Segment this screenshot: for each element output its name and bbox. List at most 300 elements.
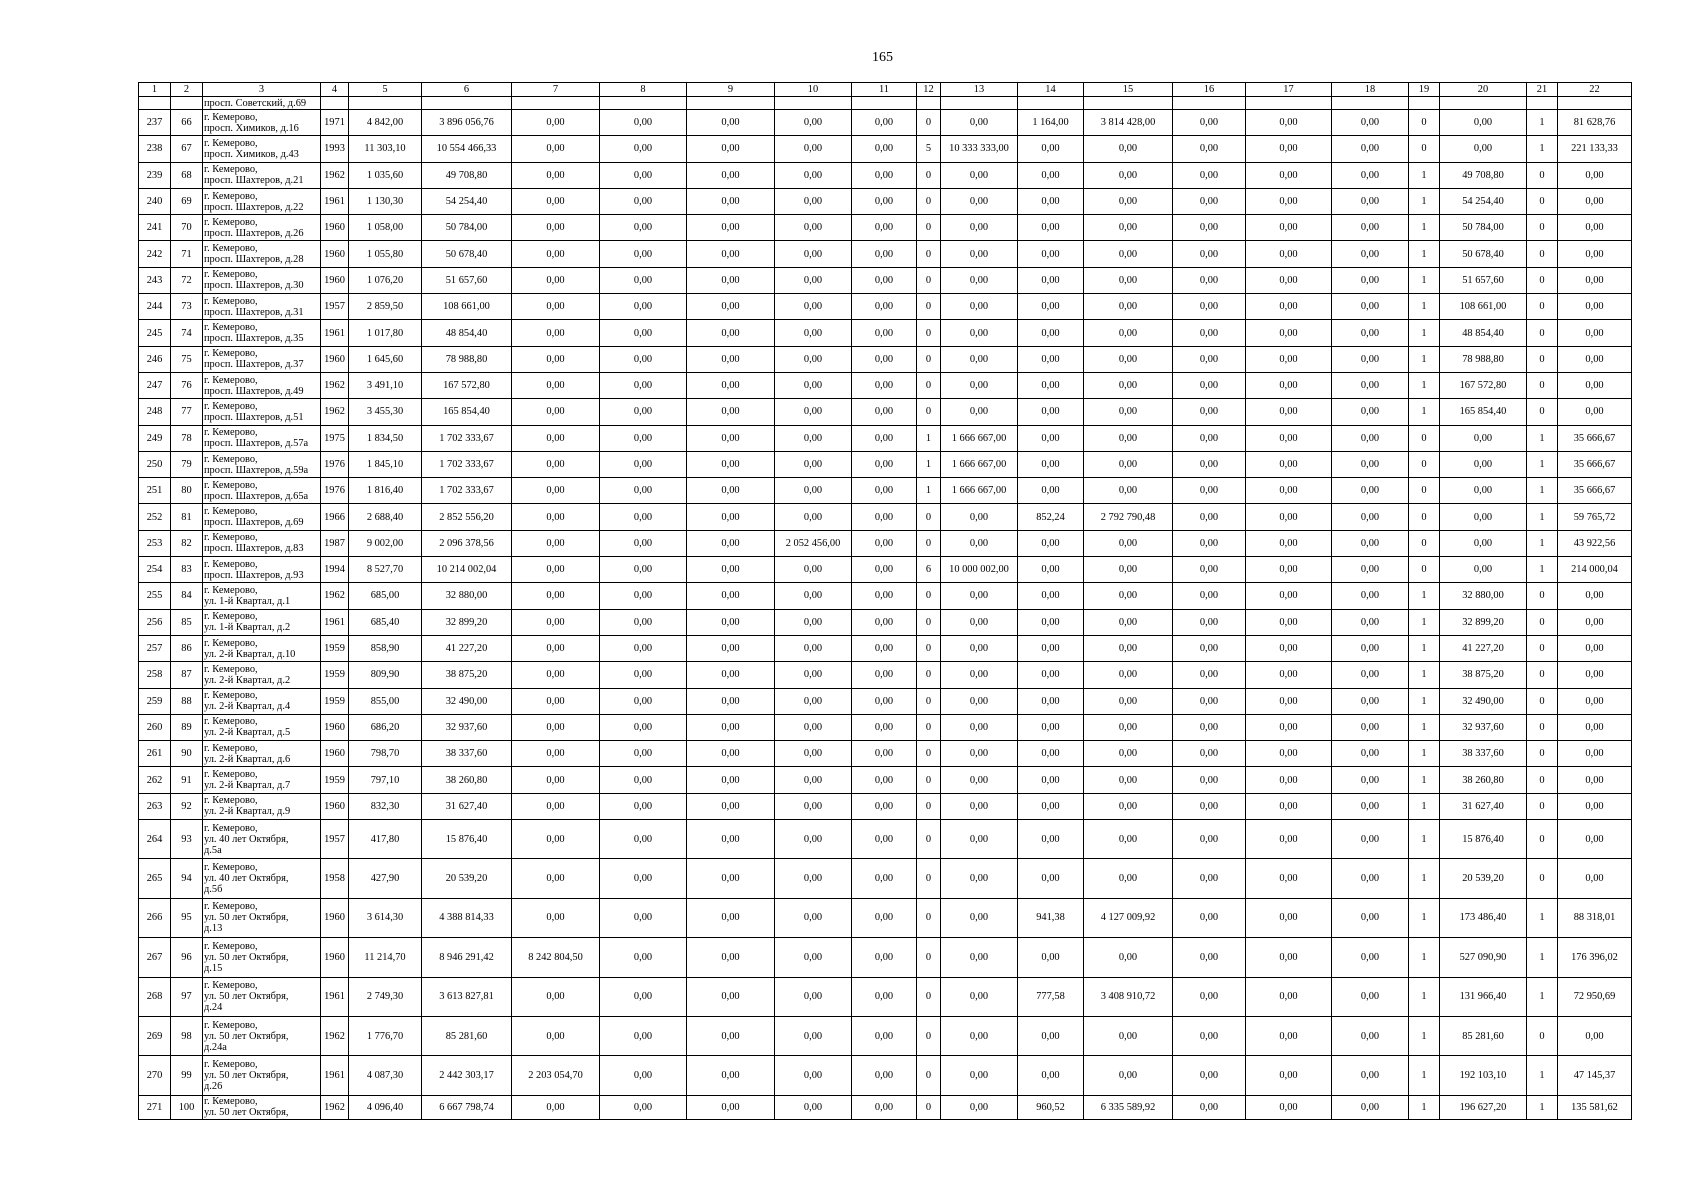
table-cell-col-22: 0,00	[1558, 372, 1632, 398]
table-cell-col-12: 0	[917, 346, 941, 372]
table-cell-col-17: 0,00	[1246, 820, 1332, 859]
table-cell-col-4: 1971	[321, 110, 349, 136]
table-cell-col-4: 1976	[321, 451, 349, 477]
table-cell-col-1	[139, 97, 171, 110]
table-cell-col-18: 18	[1332, 83, 1409, 97]
table-cell-col-22: 214 000,04	[1558, 557, 1632, 583]
table-cell-col-13: 10 333 333,00	[941, 136, 1018, 162]
table-cell-col-10: 0,00	[775, 714, 852, 740]
table-cell-col-20: 51 657,60	[1440, 267, 1527, 293]
table-cell-col-6: 4 388 814,33	[422, 898, 512, 937]
table-cell-col-14: 0,00	[1018, 820, 1084, 859]
table-row	[139, 504, 1632, 530]
table-cell-col-9: 0,00	[687, 1016, 775, 1055]
table-cell-col-21: 21	[1527, 83, 1558, 97]
table-cell-col-18: 0,00	[1332, 793, 1409, 819]
table-cell-col-4: 1960	[321, 741, 349, 767]
table-cell-col-16: 0,00	[1173, 938, 1246, 977]
table-cell-col-14: 0,00	[1018, 399, 1084, 425]
table-cell-col-10: 0,00	[775, 662, 852, 688]
table-cell-col-3: г. Кемерово, просп. Шахтеров, д.37	[203, 346, 321, 372]
table-cell-col-2: 86	[171, 635, 203, 661]
table-cell-col-21: 1	[1527, 136, 1558, 162]
table-cell-col-8: 0,00	[600, 820, 687, 859]
table-cell-col-7	[512, 97, 600, 110]
table-cell-col-15: 0,00	[1084, 609, 1173, 635]
table-cell-col-9: 0,00	[687, 898, 775, 937]
table-cell-col-19: 1	[1409, 793, 1440, 819]
table-cell-col-22: 0,00	[1558, 241, 1632, 267]
table-cell-col-4: 1960	[321, 714, 349, 740]
table-cell-col-11: 0,00	[852, 688, 917, 714]
table-cell-col-8: 0,00	[600, 1095, 687, 1119]
table-cell-col-8: 0,00	[600, 478, 687, 504]
table-cell-col-19: 0	[1409, 136, 1440, 162]
table-cell-col-3: г. Кемерово, просп. Шахтеров, д.22	[203, 188, 321, 214]
table-cell-col-20: 20	[1440, 83, 1527, 97]
table-cell-col-8: 0,00	[600, 609, 687, 635]
table-row	[139, 267, 1632, 293]
table-cell-col-13: 0,00	[941, 859, 1018, 898]
table-cell-col-4: 1959	[321, 688, 349, 714]
table-cell-col-1: 270	[139, 1056, 171, 1095]
table-cell-col-22: 0,00	[1558, 215, 1632, 241]
table-cell-col-10: 0,00	[775, 938, 852, 977]
table-cell-col-16: 0,00	[1173, 714, 1246, 740]
table-cell-col-22: 88 318,01	[1558, 898, 1632, 937]
table-cell-col-9: 0,00	[687, 793, 775, 819]
table-cell-col-3: г. Кемерово, просп. Шахтеров, д.30	[203, 267, 321, 293]
table-cell-col-12: 0	[917, 267, 941, 293]
table-cell-col-22: 0,00	[1558, 294, 1632, 320]
table-cell-col-1: 271	[139, 1095, 171, 1119]
table-cell-col-3: г. Кемерово, ул. 50 лет Октября, д.24	[203, 977, 321, 1016]
table-cell-col-15: 0,00	[1084, 399, 1173, 425]
table-cell-col-20: 32 937,60	[1440, 714, 1527, 740]
table-cell-col-20: 50 784,00	[1440, 215, 1527, 241]
table-cell-col-3: г. Кемерово, ул. 50 лет Октября, д.24а	[203, 1016, 321, 1055]
table-row	[139, 478, 1632, 504]
table-cell-col-6: 6 667 798,74	[422, 1095, 512, 1119]
table-cell-col-21: 1	[1527, 478, 1558, 504]
table-cell-col-16	[1173, 97, 1246, 110]
table-cell-col-3: г. Кемерово, ул. 2-й Квартал, д.2	[203, 662, 321, 688]
table-cell-col-4: 1976	[321, 478, 349, 504]
table-cell-col-19: 1	[1409, 162, 1440, 188]
table-cell-col-8: 0,00	[600, 425, 687, 451]
table-cell-col-2: 74	[171, 320, 203, 346]
table-cell-col-22: 35 666,67	[1558, 425, 1632, 451]
table-cell-col-22: 0,00	[1558, 741, 1632, 767]
table-cell-col-4: 1961	[321, 188, 349, 214]
table-cell-col-15: 6 335 589,92	[1084, 1095, 1173, 1119]
table-cell-col-5: 809,90	[349, 662, 422, 688]
table-cell-col-19: 1	[1409, 294, 1440, 320]
table-cell-col-21: 0	[1527, 399, 1558, 425]
table-cell-col-13: 0,00	[941, 793, 1018, 819]
table-cell-col-17: 0,00	[1246, 688, 1332, 714]
table-row	[139, 425, 1632, 451]
table-cell-col-9: 0,00	[687, 583, 775, 609]
table-cell-col-15: 0,00	[1084, 583, 1173, 609]
table-row	[139, 188, 1632, 214]
table-cell-col-7: 0,00	[512, 425, 600, 451]
table-cell-col-19: 19	[1409, 83, 1440, 97]
table-cell-col-18: 0,00	[1332, 635, 1409, 661]
table-cell-col-14: 777,58	[1018, 977, 1084, 1016]
table-cell-col-2: 99	[171, 1056, 203, 1095]
table-cell-col-3: г. Кемерово, просп. Шахтеров, д.28	[203, 241, 321, 267]
table-cell-col-6	[422, 97, 512, 110]
table-cell-col-1: 262	[139, 767, 171, 793]
table-cell-col-12: 0	[917, 793, 941, 819]
table-cell-col-9: 0,00	[687, 688, 775, 714]
table-cell-col-3: г. Кемерово, ул. 50 лет Октября, д.13	[203, 898, 321, 937]
table-cell-col-5: 4 096,40	[349, 1095, 422, 1119]
table-cell-col-22: 0,00	[1558, 162, 1632, 188]
table-cell-col-1: 244	[139, 294, 171, 320]
table-cell-col-14: 0,00	[1018, 372, 1084, 398]
table-cell-col-20: 196 627,20	[1440, 1095, 1527, 1119]
table-cell-col-8: 0,00	[600, 162, 687, 188]
table-cell-col-21: 0	[1527, 820, 1558, 859]
table-cell-col-16: 0,00	[1173, 346, 1246, 372]
table-cell-col-12: 0	[917, 294, 941, 320]
table-cell-col-16: 0,00	[1173, 451, 1246, 477]
table-cell-col-11: 11	[852, 83, 917, 97]
table-cell-col-1: 240	[139, 188, 171, 214]
table-cell-col-2: 92	[171, 793, 203, 819]
table-cell-col-8: 0,00	[600, 136, 687, 162]
table-cell-col-4: 4	[321, 83, 349, 97]
table-cell-col-14: 0,00	[1018, 583, 1084, 609]
table-cell-col-22: 176 396,02	[1558, 938, 1632, 977]
table-cell-col-1: 264	[139, 820, 171, 859]
table-cell-col-9: 0,00	[687, 294, 775, 320]
table-row	[139, 451, 1632, 477]
table-cell-col-16: 0,00	[1173, 320, 1246, 346]
table-cell-col-1: 255	[139, 583, 171, 609]
table-cell-col-3: г. Кемерово, ул. 50 лет Октября, д.15	[203, 938, 321, 977]
table-cell-col-13: 0,00	[941, 215, 1018, 241]
table-cell-col-12: 0	[917, 583, 941, 609]
table-cell-col-16: 0,00	[1173, 898, 1246, 937]
table-cell-col-2: 97	[171, 977, 203, 1016]
table-cell-col-11: 0,00	[852, 110, 917, 136]
table-cell-col-11: 0,00	[852, 451, 917, 477]
table-cell-col-6: 32 490,00	[422, 688, 512, 714]
table-cell-col-5: 685,40	[349, 609, 422, 635]
table-cell-col-2: 70	[171, 215, 203, 241]
table-cell-col-9: 0,00	[687, 241, 775, 267]
table-cell-col-13: 0,00	[941, 767, 1018, 793]
table-cell-col-15: 0,00	[1084, 635, 1173, 661]
table-cell-col-4: 1962	[321, 399, 349, 425]
table-row	[139, 215, 1632, 241]
table-cell-col-17: 0,00	[1246, 977, 1332, 1016]
table-cell-col-9: 0,00	[687, 767, 775, 793]
table-cell-col-9: 0,00	[687, 530, 775, 556]
table-cell-col-3: г. Кемерово, просп. Шахтеров, д.59а	[203, 451, 321, 477]
table-cell-col-3: г. Кемерово, просп. Шахтеров, д.26	[203, 215, 321, 241]
table-cell-col-5: 1 055,80	[349, 241, 422, 267]
table-cell-col-15: 0,00	[1084, 346, 1173, 372]
table-cell-col-11: 0,00	[852, 267, 917, 293]
table-cell-col-6: 78 988,80	[422, 346, 512, 372]
table-cell-col-6: 50 784,00	[422, 215, 512, 241]
table-cell-col-10: 0,00	[775, 1095, 852, 1119]
table-cell-col-15: 0,00	[1084, 162, 1173, 188]
table-cell-col-7: 2 203 054,70	[512, 1056, 600, 1095]
table-cell-col-18: 0,00	[1332, 859, 1409, 898]
table-cell-col-4: 1960	[321, 241, 349, 267]
table-cell-col-19: 1	[1409, 938, 1440, 977]
table-cell-col-16: 0,00	[1173, 162, 1246, 188]
table-cell-col-12: 0	[917, 320, 941, 346]
table-cell-col-5: 1 076,20	[349, 267, 422, 293]
table-cell-col-18: 0,00	[1332, 320, 1409, 346]
table-cell-col-15: 0,00	[1084, 136, 1173, 162]
table-cell-col-21: 0	[1527, 767, 1558, 793]
table-cell-col-9: 0,00	[687, 635, 775, 661]
table-cell-col-22: 0,00	[1558, 267, 1632, 293]
table-cell-col-18: 0,00	[1332, 557, 1409, 583]
table-cell-col-7: 0,00	[512, 898, 600, 937]
table-cell-col-1: 246	[139, 346, 171, 372]
table-cell-col-7: 0,00	[512, 241, 600, 267]
table-cell-col-19: 1	[1409, 1016, 1440, 1055]
table-cell-col-12: 0	[917, 110, 941, 136]
table-cell-col-10: 0,00	[775, 110, 852, 136]
table-cell-col-6: 108 661,00	[422, 294, 512, 320]
table-cell-col-7: 0,00	[512, 635, 600, 661]
table-cell-col-17: 17	[1246, 83, 1332, 97]
table-row	[139, 635, 1632, 661]
table-cell-col-7: 0,00	[512, 110, 600, 136]
table-row	[139, 241, 1632, 267]
table-cell-col-13: 0,00	[941, 188, 1018, 214]
table-cell-col-9: 0,00	[687, 557, 775, 583]
table-cell-col-5: 2 688,40	[349, 504, 422, 530]
table-cell-col-14: 0,00	[1018, 557, 1084, 583]
table-row	[139, 1056, 1632, 1095]
table-cell-col-7: 0,00	[512, 267, 600, 293]
table-cell-col-17	[1246, 97, 1332, 110]
table-cell-col-3: г. Кемерово, просп. Шахтеров, д.31	[203, 294, 321, 320]
table-cell-col-21: 0	[1527, 859, 1558, 898]
table-cell-col-5: 1 776,70	[349, 1016, 422, 1055]
table-cell-col-8: 0,00	[600, 188, 687, 214]
table-cell-col-8: 0,00	[600, 859, 687, 898]
table-cell-col-18: 0,00	[1332, 346, 1409, 372]
table-cell-col-13: 0,00	[941, 688, 1018, 714]
table-cell-col-7: 0,00	[512, 820, 600, 859]
table-cell-col-13: 0,00	[941, 1095, 1018, 1119]
table-cell-col-17: 0,00	[1246, 215, 1332, 241]
table-cell-col-17: 0,00	[1246, 1056, 1332, 1095]
table-cell-col-17: 0,00	[1246, 267, 1332, 293]
table-cell-col-12: 0	[917, 859, 941, 898]
table-cell-col-19: 0	[1409, 557, 1440, 583]
table-cell-col-13: 0,00	[941, 662, 1018, 688]
table-cell-col-14: 0,00	[1018, 478, 1084, 504]
table-row	[139, 662, 1632, 688]
table-cell-col-17: 0,00	[1246, 294, 1332, 320]
table-cell-col-2: 88	[171, 688, 203, 714]
table-cell-col-11: 0,00	[852, 320, 917, 346]
table-cell-col-16: 0,00	[1173, 530, 1246, 556]
table-cell-col-16: 0,00	[1173, 478, 1246, 504]
table-cell-col-22: 0,00	[1558, 583, 1632, 609]
table-cell-col-4: 1966	[321, 504, 349, 530]
table-cell-col-4: 1960	[321, 267, 349, 293]
table-cell-col-13: 0,00	[941, 267, 1018, 293]
table-cell-col-5: 417,80	[349, 820, 422, 859]
table-cell-col-21: 1	[1527, 557, 1558, 583]
table-cell-col-22: 0,00	[1558, 688, 1632, 714]
table-cell-col-1: 257	[139, 635, 171, 661]
table-cell-col-21: 0	[1527, 162, 1558, 188]
table-cell-col-14: 0,00	[1018, 320, 1084, 346]
table-cell-col-6: 38 875,20	[422, 662, 512, 688]
table-cell-col-9: 0,00	[687, 215, 775, 241]
table-cell-col-13: 0,00	[941, 294, 1018, 320]
table-cell-col-4: 1962	[321, 372, 349, 398]
table-cell-col-17: 0,00	[1246, 530, 1332, 556]
table-cell-col-13: 0,00	[941, 977, 1018, 1016]
table-cell-col-5: 1 845,10	[349, 451, 422, 477]
table-cell-col-18	[1332, 97, 1409, 110]
table-cell-col-17: 0,00	[1246, 162, 1332, 188]
table-cell-col-7: 0,00	[512, 136, 600, 162]
table-cell-col-21: 1	[1527, 110, 1558, 136]
table-cell-col-7: 0,00	[512, 793, 600, 819]
table-cell-col-14: 1 164,00	[1018, 110, 1084, 136]
table-cell-col-11: 0,00	[852, 1016, 917, 1055]
table-cell-col-6: 165 854,40	[422, 399, 512, 425]
table-cell-col-1: 249	[139, 425, 171, 451]
table-cell-col-19	[1409, 97, 1440, 110]
table-cell-col-11: 0,00	[852, 714, 917, 740]
table-cell-col-11: 0,00	[852, 583, 917, 609]
table-cell-col-1: 243	[139, 267, 171, 293]
table-cell-col-8: 0,00	[600, 241, 687, 267]
table-cell-col-6: 31 627,40	[422, 793, 512, 819]
table-cell-col-17: 0,00	[1246, 346, 1332, 372]
table-cell-col-20: 108 661,00	[1440, 294, 1527, 320]
table-cell-col-13: 0,00	[941, 162, 1018, 188]
table-cell-col-22: 135 581,62	[1558, 1095, 1632, 1119]
table-cell-col-8	[600, 97, 687, 110]
table-cell-col-16: 0,00	[1173, 662, 1246, 688]
table-cell-col-12: 0	[917, 162, 941, 188]
table-cell-col-12: 1	[917, 478, 941, 504]
table-cell-col-2: 94	[171, 859, 203, 898]
table-cell-col-4: 1960	[321, 346, 349, 372]
table-row	[139, 688, 1632, 714]
table-cell-col-8: 0,00	[600, 741, 687, 767]
table-row	[139, 97, 1632, 110]
table-cell-col-13: 10 000 002,00	[941, 557, 1018, 583]
table-cell-col-10: 10	[775, 83, 852, 97]
table-cell-col-21: 1	[1527, 977, 1558, 1016]
table-cell-col-5: 1 058,00	[349, 215, 422, 241]
table-cell-col-8: 0,00	[600, 530, 687, 556]
table-cell-col-19: 1	[1409, 1056, 1440, 1095]
table-cell-col-10: 0,00	[775, 557, 852, 583]
table-cell-col-5: 1 834,50	[349, 425, 422, 451]
table-cell-col-20: 31 627,40	[1440, 793, 1527, 819]
table-cell-col-14: 0,00	[1018, 767, 1084, 793]
table-cell-col-13: 0,00	[941, 583, 1018, 609]
table-cell-col-3: 3	[203, 83, 321, 97]
table-cell-col-15: 0,00	[1084, 1056, 1173, 1095]
table-cell-col-13: 1 666 667,00	[941, 451, 1018, 477]
table-cell-col-5: 1 645,60	[349, 346, 422, 372]
table-cell-col-22: 59 765,72	[1558, 504, 1632, 530]
table-cell-col-17: 0,00	[1246, 188, 1332, 214]
table-cell-col-17: 0,00	[1246, 451, 1332, 477]
table-cell-col-10: 0,00	[775, 741, 852, 767]
table-row	[139, 609, 1632, 635]
table-cell-col-18: 0,00	[1332, 977, 1409, 1016]
table-cell-col-7: 0,00	[512, 372, 600, 398]
table-cell-col-6: 10 214 002,04	[422, 557, 512, 583]
table-cell-col-3: г. Кемерово, ул. 40 лет Октября, д.5а	[203, 820, 321, 859]
table-cell-col-1: 261	[139, 741, 171, 767]
table-cell-col-6: 6	[422, 83, 512, 97]
table-cell-col-2: 2	[171, 83, 203, 97]
table-cell-col-1: 242	[139, 241, 171, 267]
table-cell-col-9	[687, 97, 775, 110]
table-cell-col-9: 0,00	[687, 714, 775, 740]
table-cell-col-15: 0,00	[1084, 215, 1173, 241]
table-cell-col-4: 1960	[321, 793, 349, 819]
table-row	[139, 372, 1632, 398]
table-row	[139, 820, 1632, 859]
table-cell-col-13: 1 666 667,00	[941, 425, 1018, 451]
table-cell-col-11: 0,00	[852, 609, 917, 635]
table-cell-col-2: 80	[171, 478, 203, 504]
table-cell-col-14: 0,00	[1018, 136, 1084, 162]
table-cell-col-15: 0,00	[1084, 530, 1173, 556]
table-cell-col-18: 0,00	[1332, 662, 1409, 688]
table-cell-col-16: 0,00	[1173, 504, 1246, 530]
table-cell-col-4: 1957	[321, 294, 349, 320]
table-cell-col-15: 0,00	[1084, 557, 1173, 583]
table-cell-col-19: 1	[1409, 741, 1440, 767]
table-cell-col-22: 0,00	[1558, 714, 1632, 740]
table-cell-col-17: 0,00	[1246, 399, 1332, 425]
table-cell-col-13	[941, 97, 1018, 110]
table-cell-col-14: 852,24	[1018, 504, 1084, 530]
table-cell-col-22: 22	[1558, 83, 1632, 97]
table-cell-col-2: 98	[171, 1016, 203, 1055]
table-cell-col-9: 0,00	[687, 662, 775, 688]
table-row	[139, 1095, 1632, 1119]
table-cell-col-4: 1959	[321, 662, 349, 688]
table-cell-col-9: 0,00	[687, 425, 775, 451]
table-cell-col-14: 941,38	[1018, 898, 1084, 937]
table-cell-col-5: 4 087,30	[349, 1056, 422, 1095]
table-cell-col-9: 0,00	[687, 188, 775, 214]
table-cell-col-22: 0,00	[1558, 859, 1632, 898]
table-cell-col-3: г. Кемерово, просп. Шахтеров, д.57а	[203, 425, 321, 451]
table-cell-col-9: 0,00	[687, 136, 775, 162]
table-row	[139, 583, 1632, 609]
table-cell-col-7: 0,00	[512, 451, 600, 477]
table-cell-col-11: 0,00	[852, 241, 917, 267]
